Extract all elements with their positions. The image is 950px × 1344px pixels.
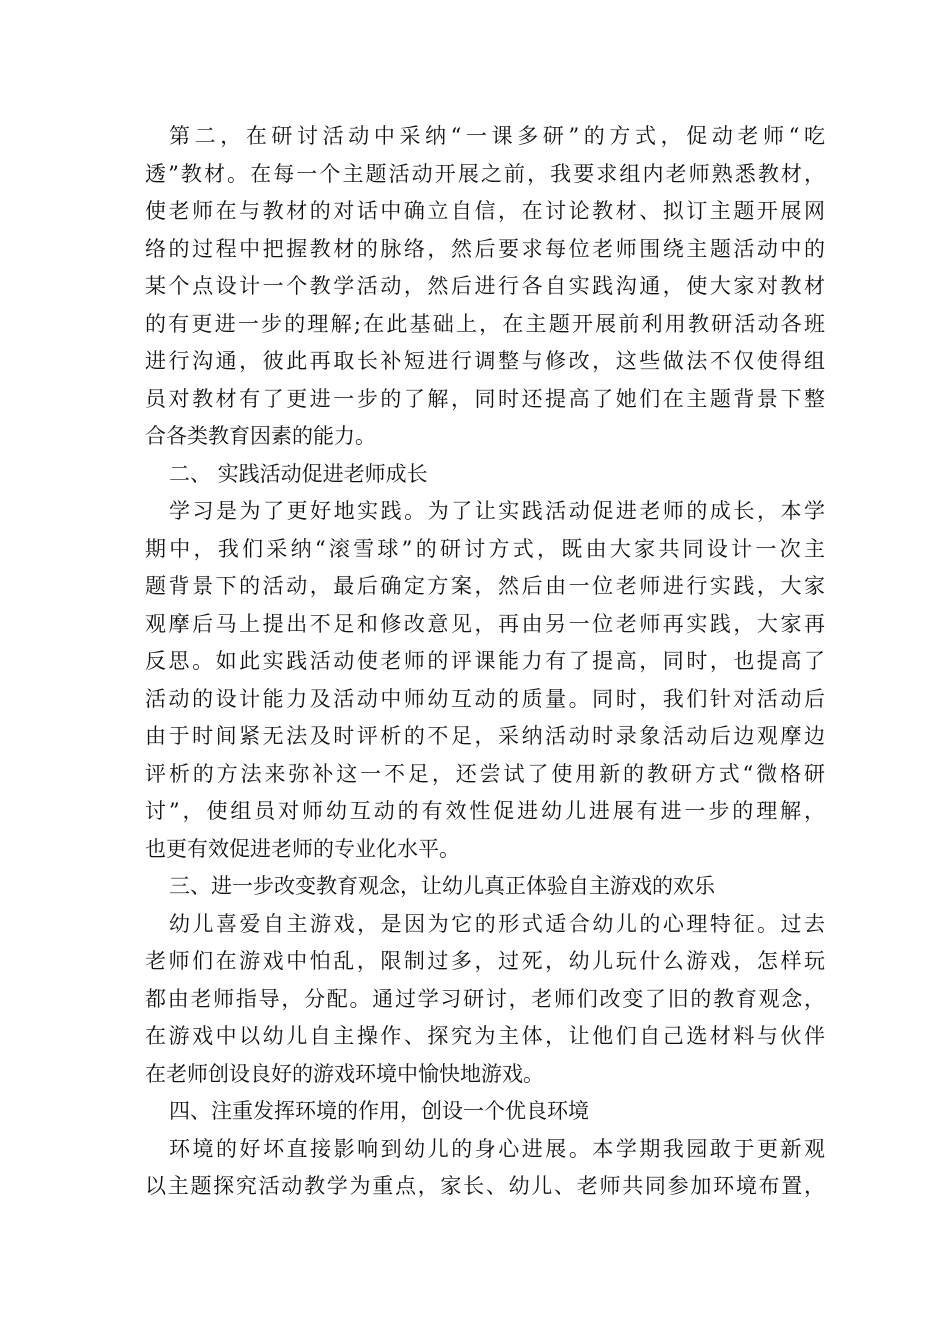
text-line: 第二，在研讨活动中采纳“一课多研”的方式，促动老师“吃 <box>169 124 825 148</box>
text-line: 题背景下的活动，最后确定方案，然后由一位老师进行实践，大家 <box>145 574 825 598</box>
text-line: 在老师创设良好的游戏环境中愉快地游戏。 <box>145 1061 544 1086</box>
text-line: 活动的设计能力及活动中师幼互动的质量。同时，我们针对活动后 <box>145 686 825 711</box>
text-line: 由于时间紧无法及时评析的不足，采纳活动时录象活动后边观摩边 <box>145 724 825 748</box>
text-line: 某个点设计一个教学活动，然后进行各自实践沟通，使大家对教材 <box>145 274 825 298</box>
section-heading-practice: 二、 实践活动促进老师成长 <box>169 461 428 486</box>
paragraph-autonomous-games <box>145 906 825 1094</box>
text-line: 合各类教育因素的能力。 <box>145 424 376 448</box>
text-line: 讨”，使组员对师幼互动的有效性促进幼儿进展有进一步的理解， <box>145 799 825 823</box>
section-heading-environment: 四、注重发挥环境的作用，创设一个优良环境 <box>169 1099 589 1123</box>
text-line: 期中，我们采纳“滚雪球”的研讨方式，既由大家共同设计一次主 <box>145 536 825 561</box>
text-line: 也更有效促进老师的专业化水平。 <box>145 836 460 861</box>
text-line: 观摩后马上提出不足和修改意见，再由另一位老师再实践，大家再 <box>145 611 825 636</box>
text-line: 员对教材有了更进一步的了解，同时还提高了她们在主题背景下整 <box>145 386 825 411</box>
text-line: 使老师在与教材的对话中确立自信，在讨论教材、拟订主题开展网 <box>145 199 825 223</box>
text-line: 评析的方法来弥补这一不足，还尝试了使用新的教研方式“微格研 <box>145 761 825 786</box>
text-line: 进行沟通，彼此再取长补短进行调整与修改，这些做法不仅使得组 <box>145 349 825 373</box>
section-heading-education-concept: 三、进一步改变教育观念，让幼儿真正体验自主游戏的欢乐 <box>169 874 715 898</box>
text-line: 络的过程中把握教材的脉络，然后要求每位老师围绕主题活动中的 <box>145 236 825 261</box>
document-body <box>145 118 825 1206</box>
paragraph-curriculum-research <box>145 118 825 456</box>
paragraph-practice <box>145 493 825 868</box>
text-line: 环境的好坏直接影响到幼儿的身心进展。本学期我园敢于更新观 <box>169 1136 825 1161</box>
text-line: 老师们在游戏中怕乱，限制过多，过死，幼儿玩什么游戏，怎样玩 <box>145 949 825 973</box>
text-line: 学习是为了更好地实践。为了让实践活动促进老师的成长，本学 <box>169 499 825 523</box>
text-line: 反思。如此实践活动使老师的评课能力有了提高，同时，也提高了 <box>145 649 825 673</box>
text-line: 以主题探究活动教学为重点，家长、幼儿、老师共同参加环境布置， <box>145 1174 825 1198</box>
text-line: 的有更进一步的理解;在此基础上，在主题开展前利用教研活动各班 <box>145 311 825 336</box>
text-line: 都由老师指导，分配。通过学习研讨，老师们改变了旧的教育观念， <box>145 986 825 1011</box>
text-line: 在游戏中以幼儿自主操作、探究为主体，让他们自己选材料与伙伴 <box>145 1024 825 1048</box>
text-line: 透”教材。在每一个主题活动开展之前，我要求组内老师熟悉教材， <box>145 161 825 186</box>
text-line: 幼儿喜爱自主游戏，是因为它的形式适合幼儿的心理特征。过去 <box>169 911 825 936</box>
paragraph-environment <box>145 1131 825 1206</box>
